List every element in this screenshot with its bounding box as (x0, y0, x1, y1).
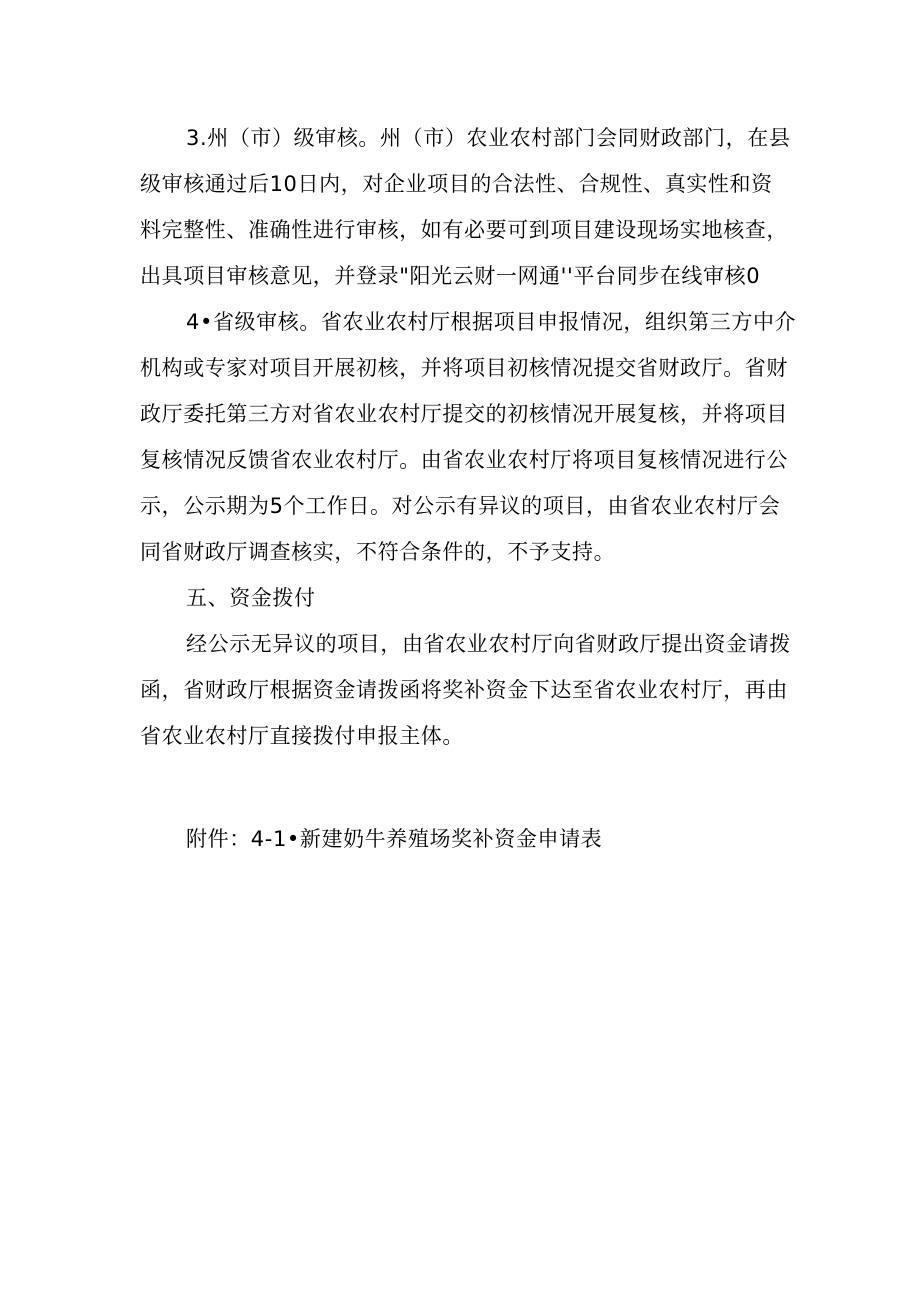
paragraph-line: 示，公示期为5个工作日。对公示有异议的项目，由省农业农村厅会 (140, 494, 781, 518)
paragraph-line: 3.州（市）级审核。州（市）农业农村部门会同财政部门，在县 (186, 126, 791, 150)
paragraph-line: 机构或专家对项目开展初核，并将项目初核情况提交省财政厅。省财 (140, 356, 788, 380)
paragraph-line: 料完整性、准确性进行审核，如有必要可到项目建设现场实地核查， (140, 218, 788, 242)
paragraph-line: 复核情况反馈省农业农村厅。由省农业农村厅将项目复核情况进行公 (140, 448, 788, 472)
paragraph-line: 政厅委托第三方对省农业农村厅提交的初核情况开展复核，并将项目 (140, 402, 788, 426)
paragraph-line: 4•省级审核。省农业农村厅根据项目申报情况，组织第三方中介 (186, 310, 797, 334)
paragraph-line: 省农业农村厅直接拨付申报主体。 (140, 724, 464, 748)
section-heading: 五、资金拨付 (186, 586, 316, 610)
paragraph-line: 函，省财政厅根据资金请拨函将奖补资金下达至省农业农村厅，再由 (140, 678, 788, 702)
attachment-note: 附件：4-1•新建奶牛养殖场奖补资金申请表 (186, 827, 603, 851)
paragraph-line: 出具项目审核意见，并登录"阳光云财一网通''平台同步在线审核0 (140, 264, 761, 288)
paragraph-line: 级审核通过后10日内，对企业项目的合法性、合规性、真实性和资 (140, 172, 773, 196)
paragraph-line: 同省财政厅调查核实，不符合条件的，不予支持。 (140, 540, 616, 564)
paragraph-line: 经公示无异议的项目，由省农业农村厅向省财政厅提出资金请拨 (186, 632, 791, 656)
